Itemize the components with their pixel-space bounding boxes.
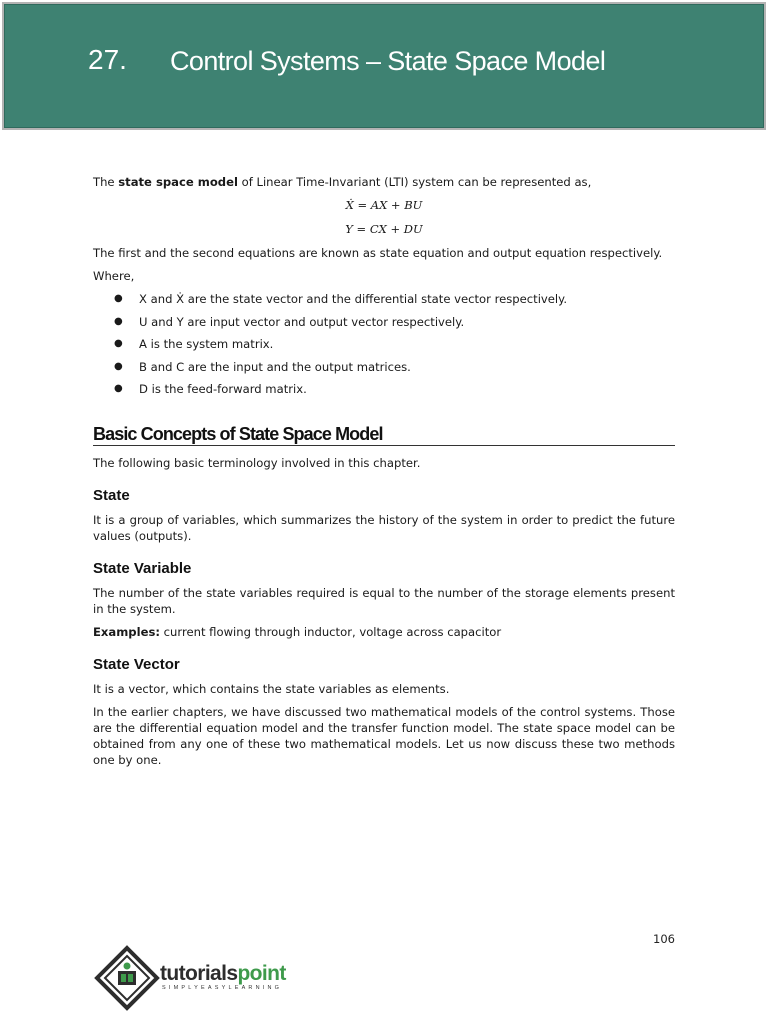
- examples-paragraph: Examples: current flowing through inductor, voltage across capacitor: [93, 625, 502, 639]
- tutorialspoint-logo: [94, 945, 324, 1011]
- definitions-list: [93, 291, 675, 397]
- page-number: 106: [653, 932, 675, 946]
- list-item: ● X and Ẋ are the state vector and the differential state vector respectively.: [114, 292, 568, 306]
- equations-explanation: The first and the second equations are known as state equation and output equation respectively.: [93, 246, 663, 260]
- logo-wordmark: tutorialspoint: [160, 962, 286, 985]
- logo-tagline: SIMPLYEASYLEARNING: [162, 985, 283, 991]
- section-intro: The following basic terminology involved in this chapter.: [93, 456, 421, 470]
- state-variable-text: The number of the state variables required is equal to the number of the storage elements present in the system.: [93, 586, 675, 616]
- where-label: Where,: [93, 269, 135, 283]
- chapter-header: [2, 2, 766, 130]
- chapter-number: 27.: [88, 44, 127, 75]
- chapter-title: Control Systems – State Space Model: [170, 46, 606, 76]
- state-variable-heading: State Variable: [93, 560, 192, 577]
- list-item: ● B and C are the input and the output matrices.: [114, 359, 411, 374]
- intro-paragraph: The state space model of Linear Time-Invariant (LTI) system can be represented as,: [93, 175, 592, 189]
- state-heading: State: [93, 487, 130, 504]
- intro-bold-term: state space model: [118, 175, 238, 189]
- section-heading: Basic Concepts of State Space Model: [93, 426, 675, 446]
- state-vector-heading: State Vector: [93, 656, 180, 673]
- state-text: It is a group of variables, which summarizes the history of the system in order to predict the future values (outputs).: [93, 513, 675, 543]
- list-item: ● U and Y are input vector and output vector respectively.: [114, 314, 465, 329]
- page-content: [93, 174, 675, 775]
- state-equation: Ẋ = AX + BU: [345, 198, 423, 212]
- list-item: ● D is the feed-forward matrix.: [114, 382, 307, 396]
- logo-diamond-icon: [94, 945, 160, 1011]
- state-vector-methods-text: In the earlier chapters, we have discussed two mathematical models of the control systems. Those are the differential equation model and the transfer function model. The state space model can be obtained from any one of these two mathematical models. Let us now discuss these two methods one by one.: [93, 705, 675, 767]
- state-vector-text: It is a vector, which contains the state variables as elements.: [93, 682, 450, 696]
- list-item: ● A is the system matrix.: [114, 337, 274, 351]
- output-equation: Y = CX + DU: [345, 222, 423, 236]
